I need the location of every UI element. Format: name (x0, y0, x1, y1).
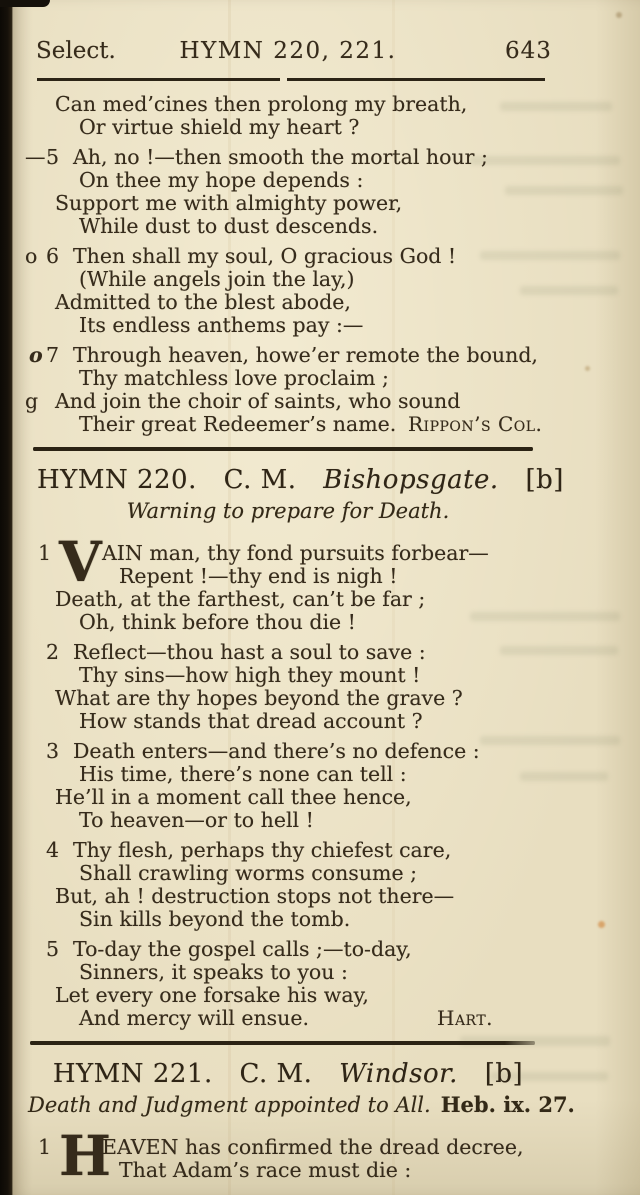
hymn-tune-name: Bishopsgate. (323, 465, 499, 495)
running-header (0, 40, 640, 70)
stanza (0, 1123, 640, 1188)
verse-text: Can med’cines then prolong my breath, (55, 92, 468, 116)
stanza-number: 1 (38, 1135, 52, 1159)
verse-line (0, 169, 640, 192)
stanza (0, 839, 640, 931)
expression-marker: — (25, 145, 46, 169)
verse-line (0, 344, 640, 367)
verse-line (0, 588, 640, 611)
verse-text: What are thy hopes beyond the grave ? (55, 686, 463, 710)
verse-text: His time, there’s none can tell : (79, 762, 407, 786)
verse-line (0, 1007, 640, 1030)
verse-text: On thee my hope depends : (79, 168, 364, 192)
stanza-number: 1 (38, 541, 52, 565)
verse-text: Its endless anthems pay :— (79, 313, 364, 337)
verse-line (0, 413, 640, 436)
verse-text: Thy flesh, perhaps thy chiefest care, (73, 838, 452, 862)
verse-line (0, 786, 640, 809)
verse-line (0, 268, 640, 291)
verse-text: Death, at the farthest, can’t be far ; (55, 587, 426, 611)
verse-line (0, 740, 640, 763)
hymn-number: HYMN 220. (37, 465, 197, 495)
verse-text: But, ah ! destruction stops not there— (55, 884, 455, 908)
hymn-selection-mark: [b] (484, 1059, 524, 1089)
attribution: Hart. (437, 1006, 494, 1030)
verse-line (0, 809, 640, 832)
hymn-number: HYMN 221. (52, 1059, 213, 1089)
hymn-221-verses (0, 1123, 640, 1188)
verse-line (0, 146, 640, 169)
stanza-number: 7 (46, 343, 60, 367)
verse-text: Through heaven, howe’er remote the bound, (73, 343, 538, 367)
verse-text: Or virtue shield my heart ? (79, 115, 360, 139)
verse-text: To heaven—or to hell ! (79, 808, 314, 832)
stanza (0, 529, 640, 634)
verse-line (0, 93, 640, 116)
section-divider (33, 447, 533, 451)
hymn-220-heading (28, 464, 564, 496)
verse-line (0, 641, 640, 664)
stanza-number: 5 (46, 937, 60, 961)
stanza-number: 2 (46, 640, 60, 664)
stanza (0, 245, 640, 337)
stanza (0, 146, 640, 238)
running-title: HYMN 220, 221. (179, 38, 397, 64)
verse-line (0, 908, 640, 931)
verse-text: Sin kills beyond the tomb. (79, 907, 351, 931)
verse-line (0, 664, 640, 687)
verse-line (0, 885, 640, 908)
stanza (0, 740, 640, 832)
hymn-220-subtitle (28, 496, 548, 530)
verse-text: While dust to dust descends. (79, 214, 379, 238)
attribution: Rippon’s Col. (408, 412, 543, 436)
verse-text: Oh, think before thou die ! (79, 610, 356, 634)
stanza-number: 4 (46, 838, 60, 862)
section-divider (30, 1041, 535, 1045)
hymn-meter: C. M. (223, 465, 297, 495)
verse-line (0, 291, 640, 314)
verse-line (0, 839, 640, 862)
verse-line (0, 938, 640, 961)
verse-line (0, 215, 640, 238)
hymn-220-verses (0, 529, 640, 1030)
subtitle-text: Warning to prepare for Death. (126, 499, 450, 523)
binding-edge (0, 0, 13, 1195)
verse-line (0, 984, 640, 1007)
verse-text: Then shall my soul, O gracious God ! (73, 244, 457, 268)
page-number: 643 (505, 38, 552, 64)
verse-line (0, 565, 640, 588)
verse-text: To-day the gospel calls ;—to-day, (73, 937, 412, 961)
stanza-number: 6 (46, 244, 60, 268)
verse-line (0, 710, 640, 733)
verse-text: Admitted to the blest abode, (55, 290, 351, 314)
verse-line (0, 367, 640, 390)
verse-text: How stands that dread account ? (79, 709, 423, 733)
verse-line (0, 1159, 640, 1182)
verse-text: Reflect—thou hast a soul to save : (73, 640, 426, 664)
stanza-number: 3 (46, 739, 60, 763)
verse-line (0, 314, 640, 337)
verse-line (0, 763, 640, 786)
hymn-meter: C. M. (239, 1059, 313, 1089)
verse-line (0, 245, 640, 268)
verse-text: And mercy will ensue. (79, 1006, 310, 1030)
verse-line (0, 687, 640, 710)
verse-line (0, 116, 640, 139)
stanza (0, 93, 640, 139)
verse-line (0, 862, 640, 885)
stanza (0, 938, 640, 1030)
expression-marker: o (25, 244, 38, 268)
verse-line (0, 611, 640, 634)
expression-marker: o (29, 343, 43, 367)
expression-marker: g (25, 389, 39, 413)
verse-text: Let every one forsake his way, (55, 983, 369, 1007)
header-rule (37, 78, 545, 81)
verse-text: Their great Redeemer’s name. (79, 412, 397, 436)
section-label: Select. (36, 38, 116, 64)
verse-text: He’ll in a moment call thee hence, (55, 785, 412, 809)
verse-text: Repent !—thy end is nigh ! (119, 564, 398, 588)
verse-text: (While angels join the lay,) (79, 267, 355, 291)
verse-line (0, 390, 640, 413)
stanza-number: 5 (46, 145, 60, 169)
drop-cap: H (59, 1123, 111, 1188)
verse-text: And join the choir of saints, who sound (55, 389, 461, 413)
verse-text: Thy sins—how high they mount ! (79, 663, 421, 687)
hymn-219-continuation (0, 93, 640, 436)
verse-text: Sinners, it speaks to you : (79, 960, 348, 984)
drop-cap: V (59, 529, 102, 594)
stanza (0, 641, 640, 733)
verse-line (0, 961, 640, 984)
verse-text: That Adam’s race must die : (119, 1158, 412, 1182)
verse-line (0, 192, 640, 215)
verse-text: EAVEN has confirmed the dread decree, (102, 1135, 524, 1159)
verse-text: Shall crawling worms consume ; (79, 861, 418, 885)
hymn-tune-name: Windsor. (339, 1059, 458, 1089)
hymn-221-subtitle (28, 1090, 575, 1124)
verse-text: Support me with almighty power, (55, 191, 403, 215)
scripture-reference: Heb. ix. 27. (440, 1092, 575, 1117)
hymn-selection-mark: [b] (525, 465, 564, 495)
verse-text: Death enters—and there’s no defence : (73, 739, 480, 763)
subtitle-text: Death and Judgment appointed to All. (28, 1093, 431, 1117)
verse-text: Ah, no !—then smooth the mortal hour ; (73, 145, 488, 169)
binding-edge-corner (0, 0, 50, 7)
verse-text: Thy matchless love proclaim ; (79, 366, 389, 390)
stanza (0, 344, 640, 436)
verse-text: AIN man, thy fond pursuits forbear— (102, 541, 489, 565)
hymn-221-heading (28, 1058, 548, 1090)
